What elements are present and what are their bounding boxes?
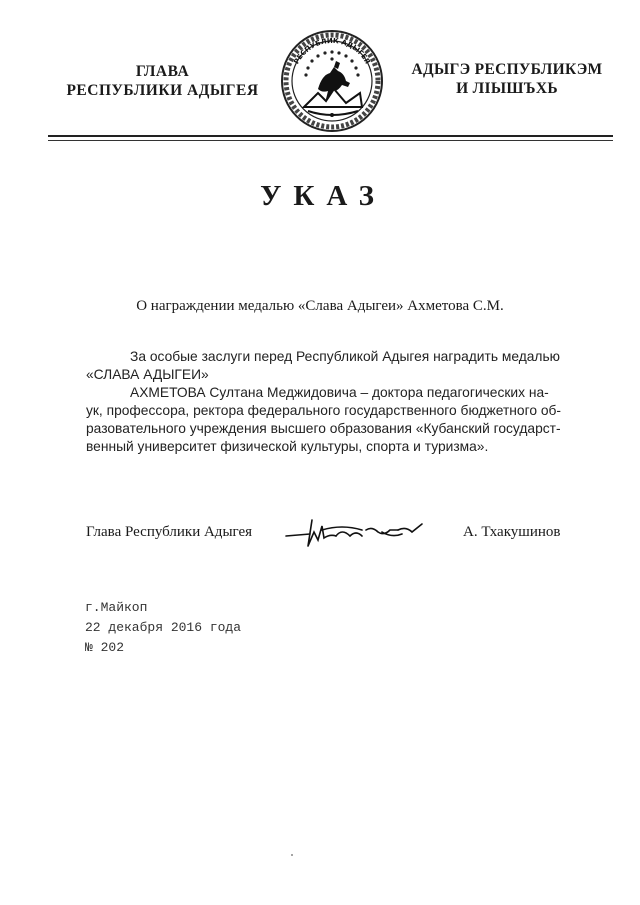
issuer-header-russian (50, 62, 275, 100)
header-divider-thick (48, 135, 613, 137)
document-subject: О награждении медалью «Слава Адыгеи» Ахметова С.М. (136, 298, 504, 314)
document-body (86, 348, 566, 456)
document-number: № 202 (85, 640, 125, 655)
body-line: ук, профессора, ректора федерального государственного бюджетного об- (86, 403, 562, 418)
document-title: УКАЗ (260, 180, 386, 212)
page-mark (291, 854, 293, 856)
coat-of-arms-icon (278, 27, 386, 135)
body-line: венный университет физической культуры, спорта и туризма». (86, 439, 489, 454)
emblem-arc-text: РЕСПУБЛИК АДЫГЕЯ (292, 36, 372, 66)
signer-position: Глава Республики Адыгея (86, 524, 253, 540)
issue-city: г.Майкоп (85, 600, 148, 615)
issuer-title-line1: ГЛАВА (135, 63, 190, 80)
issuer-header-adyghe (392, 60, 622, 98)
issuer-title-adyghe-line2: И ЛІЫШЪХЬ (456, 80, 558, 97)
handwritten-signature-icon (282, 514, 432, 548)
body-line: За особые заслуги перед Республикой Адыгея наградить медалью (130, 349, 561, 364)
issue-date: 22 декабря 2016 года (85, 620, 242, 635)
body-line: «СЛАВА АДЫГЕИ» (86, 367, 209, 382)
issuer-title-adyghe-line1: АДЫГЭ РЕСПУБЛИКЭМ (411, 61, 603, 78)
header-divider-thin (48, 140, 613, 141)
issuer-title-line2: РЕСПУБЛИКИ АДЫГЕЯ (66, 82, 259, 99)
body-line: АХМЕТОВА Султана Меджидовича – доктора педагогических на- (130, 385, 549, 400)
body-line: разовательного учреждения высшего образования «Кубанский государст- (86, 421, 561, 436)
document-metadata (85, 598, 241, 658)
signer-name: А. Тхакушинов (463, 524, 561, 540)
